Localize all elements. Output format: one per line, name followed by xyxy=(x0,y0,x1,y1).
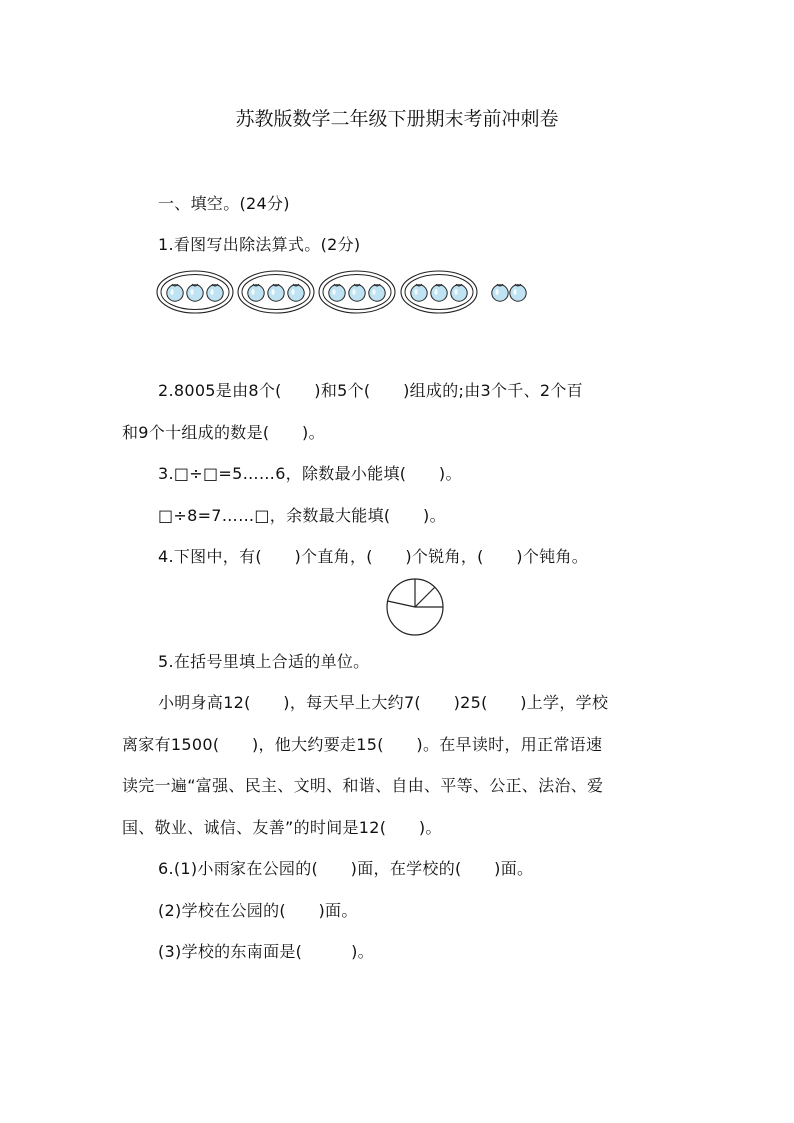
apple-shine-icon xyxy=(251,289,254,295)
question-4: 4.下图中，有( )个直角，( )个锐角，( )个钝角。 xyxy=(158,547,589,566)
apple-icon xyxy=(207,285,223,301)
apple-icon xyxy=(187,285,203,301)
question-6-line-2: (2)学校在公园的( )面。 xyxy=(158,901,358,920)
apple-icon xyxy=(492,285,508,301)
apple-shine-icon xyxy=(271,289,274,295)
question-2-line-2: 和9个十组成的数是( )。 xyxy=(122,423,325,442)
radius-left xyxy=(388,601,416,607)
apple-shine-icon xyxy=(170,289,173,295)
section-heading: 一、填空。(24分) xyxy=(158,194,290,213)
apple-icon xyxy=(329,285,345,301)
question-5-line-3: 离家有1500( )，他大约要走15( )。在早读时，用正常语速 xyxy=(122,735,603,754)
apple-shine-icon xyxy=(291,289,294,295)
apple-shine-icon xyxy=(190,289,193,295)
question-6-line-3: (3)学校的东南面是( )。 xyxy=(158,942,374,961)
apple-shine-icon xyxy=(372,289,375,295)
apple-icon xyxy=(268,285,284,301)
question-2-line-1: 2.8005是由8个( )和5个( )组成的;由3个千、2个百 xyxy=(158,381,583,400)
question-5-line-1: 5.在括号里填上合适的单位。 xyxy=(158,652,370,671)
apple-icon xyxy=(167,285,183,301)
apple-shine-icon xyxy=(414,289,417,295)
apple-shine-icon xyxy=(332,289,335,295)
apple-icon xyxy=(288,285,304,301)
apple-groups-figure xyxy=(0,268,794,328)
apple-icon xyxy=(248,285,264,301)
apple-icon xyxy=(349,285,365,301)
apple-shine-icon xyxy=(210,289,213,295)
apple-icon xyxy=(510,285,526,301)
apple-shine-icon xyxy=(513,289,516,295)
apple-shine-icon xyxy=(434,289,437,295)
question-3-line-2: □÷8=7……□，余数最大能填( )。 xyxy=(158,506,446,525)
question-5-line-2: 小明身高12( )，每天早上大约7( )25( )上学，学校 xyxy=(158,693,609,712)
apple-icon xyxy=(431,285,447,301)
question-6-line-1: 6.(1)小雨家在公园的( )面，在学校的( )面。 xyxy=(158,859,534,878)
radius-diagonal xyxy=(415,587,435,607)
apple-icon xyxy=(369,285,385,301)
question-5-line-5: 国、敬业、诚信、友善”的时间是12( )。 xyxy=(122,818,442,837)
angle-circle-figure xyxy=(386,578,446,638)
question-1: 1.看图写出除法算式。(2分) xyxy=(158,235,361,254)
apple-shine-icon xyxy=(352,289,355,295)
apple-shine-icon xyxy=(454,289,457,295)
question-5-line-4: 读完一遍“富强、民主、文明、和谐、自由、平等、公正、法治、爱 xyxy=(122,776,604,795)
apple-icon xyxy=(451,285,467,301)
page-title: 苏教版数学二年级下册期末考前冲刺卷 xyxy=(235,108,559,130)
apple-icon xyxy=(411,285,427,301)
question-3-line-1: 3.□÷□=5……6，除数最小能填( )。 xyxy=(158,464,462,483)
apple-shine-icon xyxy=(495,289,498,295)
